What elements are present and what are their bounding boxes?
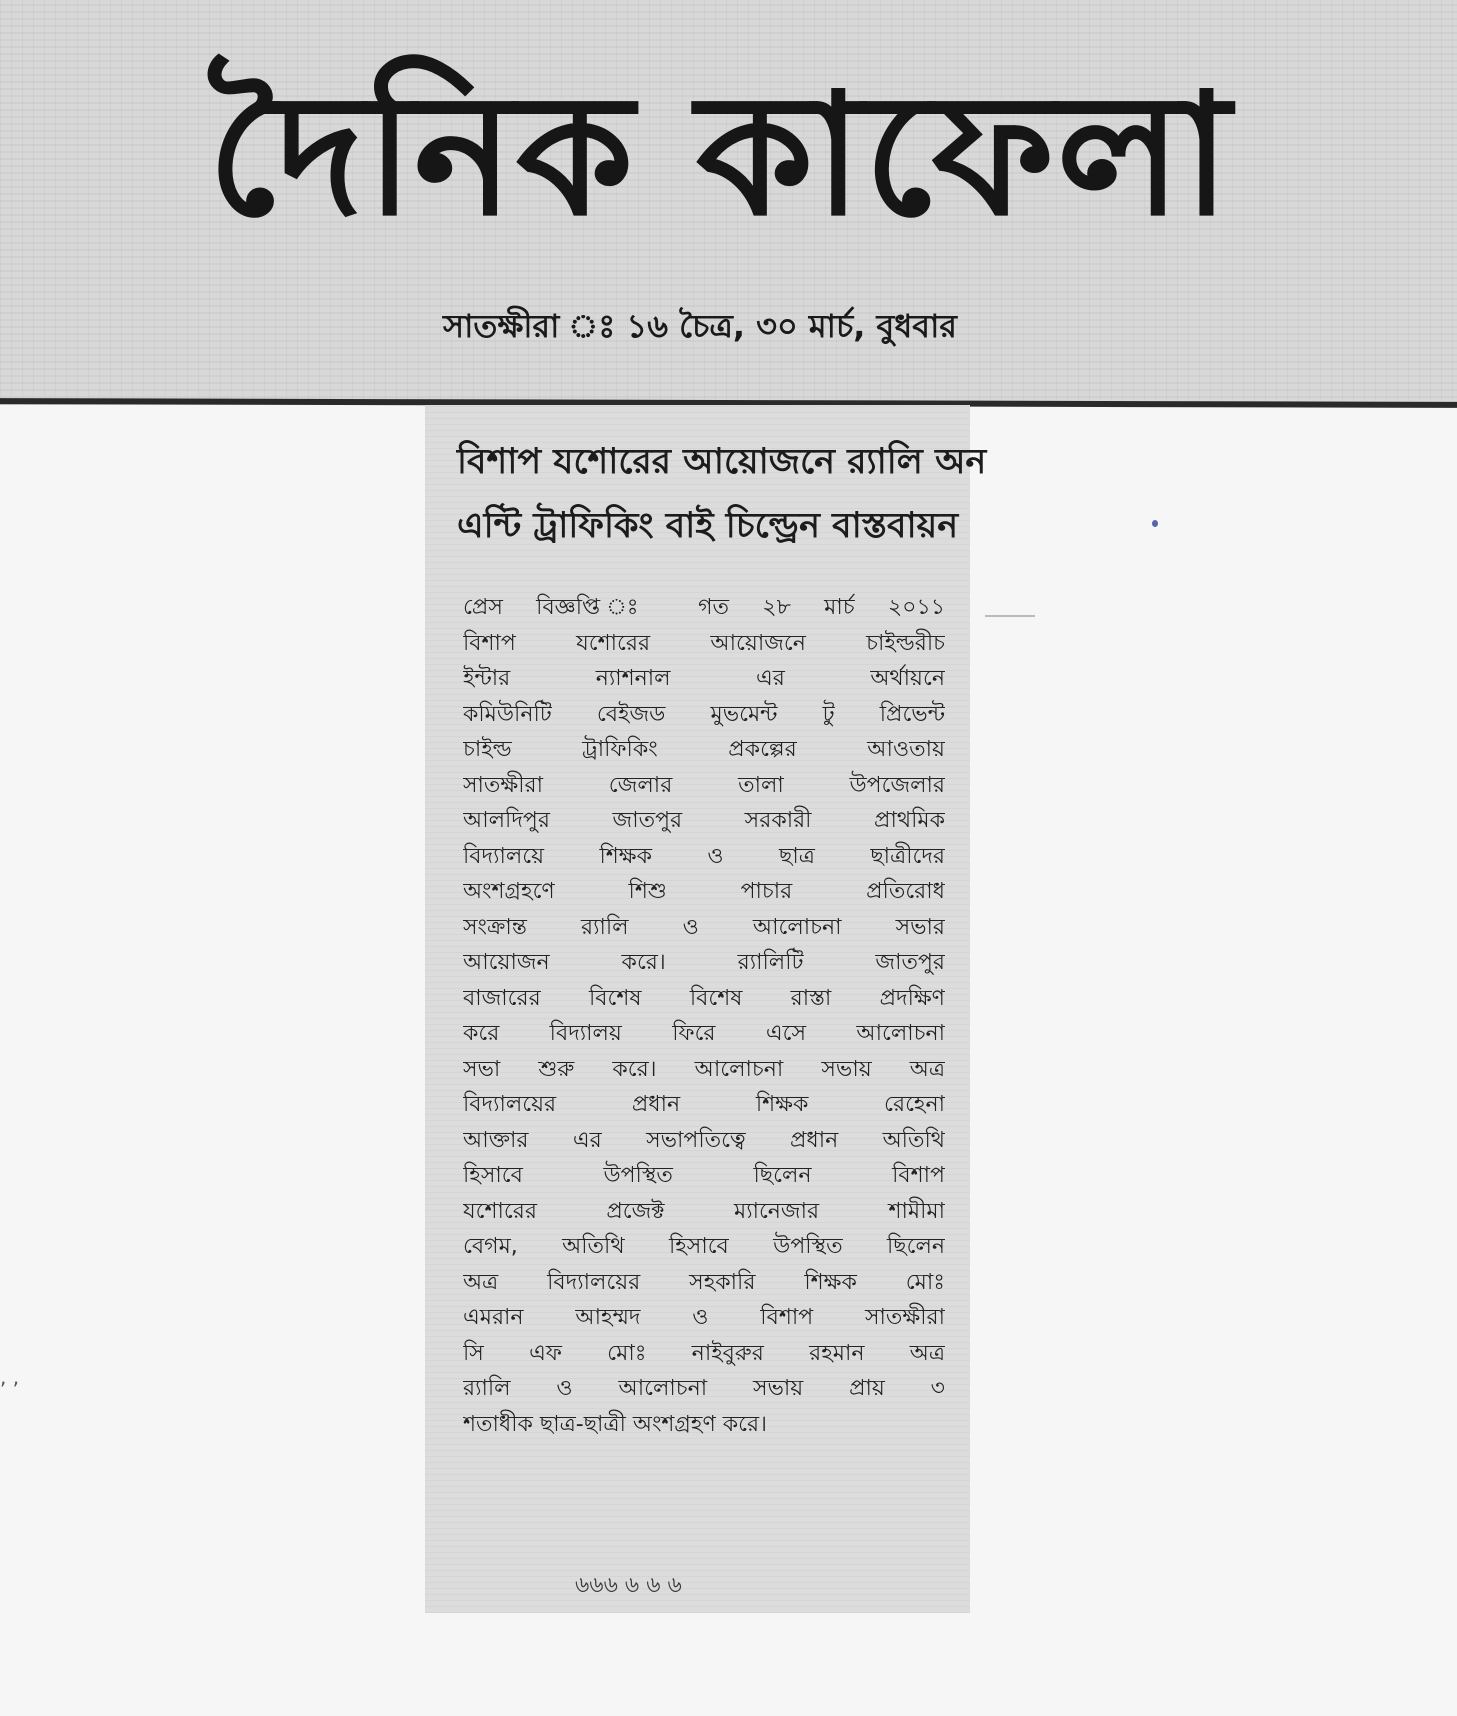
body-line: আয়োজন করে। র‍্যালিটি জাতপুর	[463, 950, 945, 975]
body-line: অত্র বিদ্যালয়ের সহকারি শিক্ষক মোঃ	[463, 1269, 945, 1295]
body-line: বিদ্যালয়ে শিক্ষক ও ছাত্র ছাত্রীদের	[463, 843, 945, 869]
body-line: সভা শুরু করে। আলোচনা সভায় অত্র	[463, 1056, 945, 1082]
body-line: বেগম, অতিথি হিসাবে উপস্থিত ছিলেন	[463, 1234, 945, 1259]
margin-pen-mark: , ,	[0, 1365, 20, 1389]
body-line: চাইল্ড ট্রাফিকিং প্রকল্পের আওতায়	[463, 737, 945, 762]
body-line: যশোরের প্রজেক্ট ম্যানেজার শামীমা	[463, 1198, 945, 1224]
body-line: অংশগ্রহণে শিশু পাচার প্রতিরোধ	[463, 879, 945, 904]
body-line: বিদ্যালয়ের প্রধান শিক্ষক রেহেনা	[463, 1092, 945, 1117]
body-line: করে বিদ্যালয় ফিরে এসে আলোচনা	[463, 1021, 945, 1046]
masthead	[0, 0, 1457, 405]
body-line: ইন্টার ন্যাশনাল এর অর্থায়নে	[463, 666, 945, 691]
newspaper-title: দৈনিক কাফেলা	[207, 57, 1233, 253]
article-body	[463, 590, 945, 1442]
body-line: সাতক্ষীরা জেলার তালা উপজেলার	[463, 772, 945, 798]
dateline: সাতক্ষীরা ঃ ১৬ চৈত্র, ৩০ মার্চ, বুধবার	[443, 307, 957, 345]
body-line: প্রেস বিজ্ঞপ্তি ঃ গত ২৮ মার্চ ২০১১	[463, 595, 945, 620]
body-line: সংক্রান্ত র‍্যালি ও আলোচনা সভার	[463, 914, 945, 940]
body-line: সি এফ মোঃ নাইবুরুর রহমান অত্র	[463, 1340, 945, 1366]
body-line: র‍্যালি ও আলোচনা সভায় প্রায় ৩	[463, 1376, 945, 1401]
article-clipping	[425, 405, 987, 1613]
body-line: বাজারের বিশেষ বিশেষ রাস্তা প্রদক্ষিণ	[463, 985, 945, 1011]
body-line: বিশাপ যশোরের আয়োজনে চাইল্ডরীচ	[463, 630, 945, 656]
body-line: এমরান আহম্মদ ও বিশাপ সাতক্ষীরা	[463, 1305, 945, 1330]
headline-line-2: এন্টি ট্রাফিকিং বাই চিল্ড্রেন বাস্তবায়ন	[457, 506, 959, 546]
body-line: আক্তার এর সভাপতিত্বে প্রধান অতিথি	[463, 1127, 945, 1153]
body-line: শতাধীক ছাত্র-ছাত্রী অংশগ্রহণ করে।	[463, 1411, 767, 1437]
body-line: হিসাবে উপস্থিত ছিলেন বিশাপ	[463, 1163, 945, 1188]
headline-line-1: বিশাপ যশোরের আয়োজনে র‍্যালি অন	[457, 442, 987, 482]
ink-dot	[1152, 520, 1158, 527]
body-line: আলদিপুর জাতপুর সরকারী প্রাথমিক	[463, 808, 945, 833]
stray-line	[985, 615, 1035, 617]
article-headline	[457, 430, 987, 558]
body-line: কমিউনিটি বেইজড মুভমেন্ট টু প্রিভেন্ট	[463, 701, 945, 727]
article-footer-fragment: ৬৬৬ ৬ ৬ ৬	[575, 1573, 682, 1598]
